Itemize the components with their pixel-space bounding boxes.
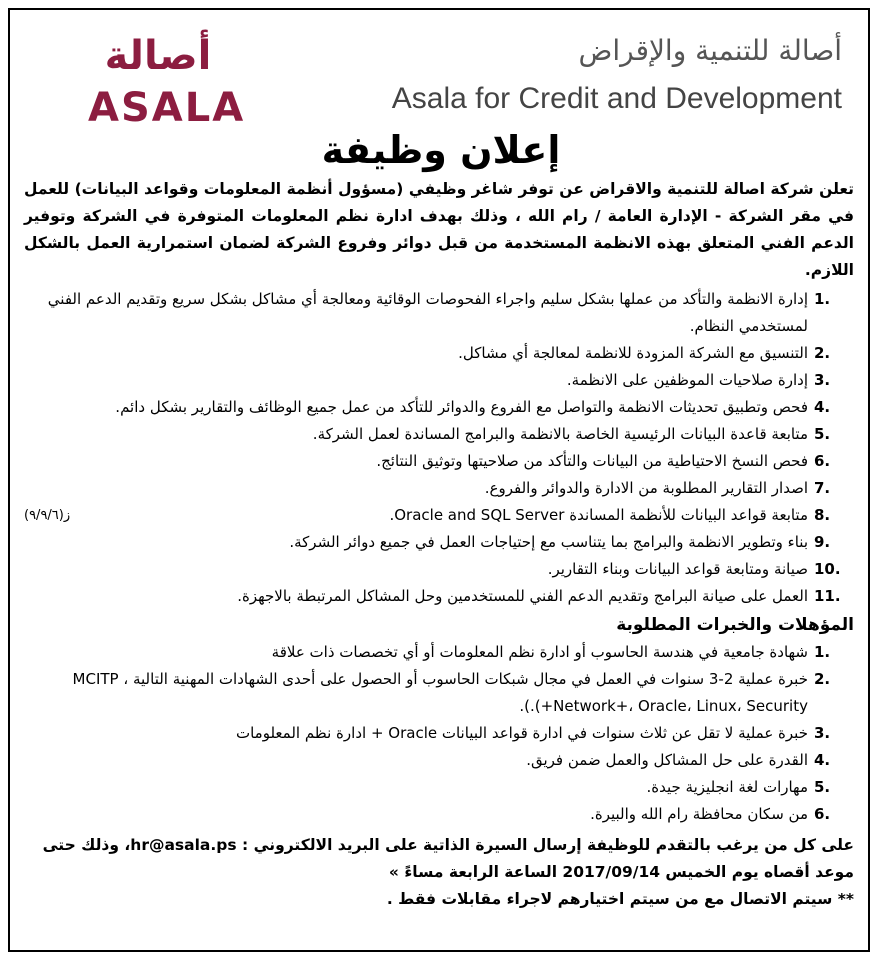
qualification-item: 2. خبرة عملية 2-3 سنوات في العمل في مجال شبكات الحاسوب أو الحصول على أحدى الشهادات المهنية التالية MCITP ، Network+، Oracle، Linux، Security+).).	[72, 670, 831, 715]
interview-note: ** سيتم الاتصال مع من سيتم اختيارهم لاجراء مقابلات فقط .	[386, 890, 854, 908]
task-item: 7. اصدار التقارير المطلوبة من الادارة والدوائر والفروع.	[484, 479, 831, 497]
job-ad-frame	[8, 8, 870, 952]
task-item: 11. العمل على صيانة البرامج وتقديم الدعم الفني للمستخدمين وحل المشاكل المرتبطة بالاجهزة.	[237, 587, 841, 605]
header	[10, 10, 872, 140]
logo-arabic-text: أصالة	[104, 33, 212, 79]
task-item: 4. فحص وتطبيق تحديثات الانظمة والتواصل مع الفروع والدوائر للتأكد من عمل جميع الوظائف والتقارير بشكل دائم.	[115, 398, 831, 416]
qualification-item: 5. مهارات لغة انجليزية جيدة.	[646, 778, 831, 796]
qualification-item: 1. شهادة جامعية في هندسة الحاسوب أو ادارة نظم المعلومات أو أي تخصصات ذات علاقة	[271, 643, 831, 661]
qualification-item: 6. من سكان محافظة رام الله والبيرة.	[590, 805, 831, 823]
task-item: 2. التنسيق مع الشركة المزودة للانظمة لمعالجة أي مشاكل.	[458, 344, 831, 362]
reference-code: (٩/٩/٦)ز	[24, 508, 71, 523]
company-name-english: Asala for Credit and Development	[391, 82, 842, 115]
application-instructions: على كل من يرغب بالتقدم للوظيفة إرسال السيرة الذاتية على البريد الالكتروني : hr@asala.ps، وذلك حتى موعد أقصاه يوم الخميس 2017/09/14 الساعة الرابعة مساءً »	[42, 836, 854, 881]
company-name-arabic: أصالة للتنمية والإقراض	[578, 34, 842, 67]
task-item: 3. إدارة صلاحيات الموظفين على الانظمة.	[566, 371, 831, 389]
qualification-item: 3. خبرة عملية لا تقل عن ثلاث سنوات في ادارة قواعد البيانات Oracle + ادارة نظم المعلومات	[235, 724, 831, 742]
qualification-item: 4. القدرة على حل المشاكل والعمل ضمن فريق.	[526, 751, 831, 769]
task-item: 6. فحص النسخ الاحتياطية من البيانات والتأكد من صلاحيتها وتوثيق النتائج.	[376, 452, 831, 470]
task-item: 5. متابعة قاعدة البيانات الرئيسية الخاصة بالانظمة والبرامج المساندة لعمل الشركة.	[312, 425, 831, 443]
ad-content	[24, 176, 854, 913]
ad-title: إعلان وظيفة	[321, 128, 561, 172]
logo-english-text: ASALA	[88, 85, 246, 131]
task-item: 10. صيانة ومتابعة قواعد البيانات وبناء التقارير.	[547, 560, 841, 578]
task-item: 9. بناء وتطوير الانظمة والبرامج بما يتناسب مع إحتياجات العمل في جميع دوائر الشركة.	[289, 533, 831, 551]
task-item: 8. متابعة قواعد البيانات للأنظمة المساندة Oracle and SQL Server. (٩/٩/٦)ز	[24, 502, 854, 529]
task-item: 1. إدارة الانظمة والتأكد من عملها بشكل سليم واجراء الفحوصات الوقائية ومعالجة أي مشاكل بشكل سريع وتقديم الدعم الفني لمستخدمي النظام.	[47, 290, 831, 335]
tasks-list	[24, 286, 854, 610]
qualifications-heading: المؤهلات والخبرات المطلوبة	[616, 615, 854, 635]
qualifications-list	[24, 639, 854, 828]
intro-paragraph: تعلن شركة اصالة للتنمية والاقراض عن توفر شاغر وظيفي (مسؤول أنظمة المعلومات وقواعد البيانات) للعمل في مقر الشركة - الإدارة العامة / رام الله ، وذلك بهدف ادارة نظم المعلومات المتوفرة في الشركة وتوفير الدعم الفني المتعلق بهذه الانظمة المستخدمة من قبل دوائر وفروع الشركة لضمان استمرارية العمل بالشكل اللازم.	[24, 180, 854, 279]
asala-logo	[88, 24, 246, 134]
